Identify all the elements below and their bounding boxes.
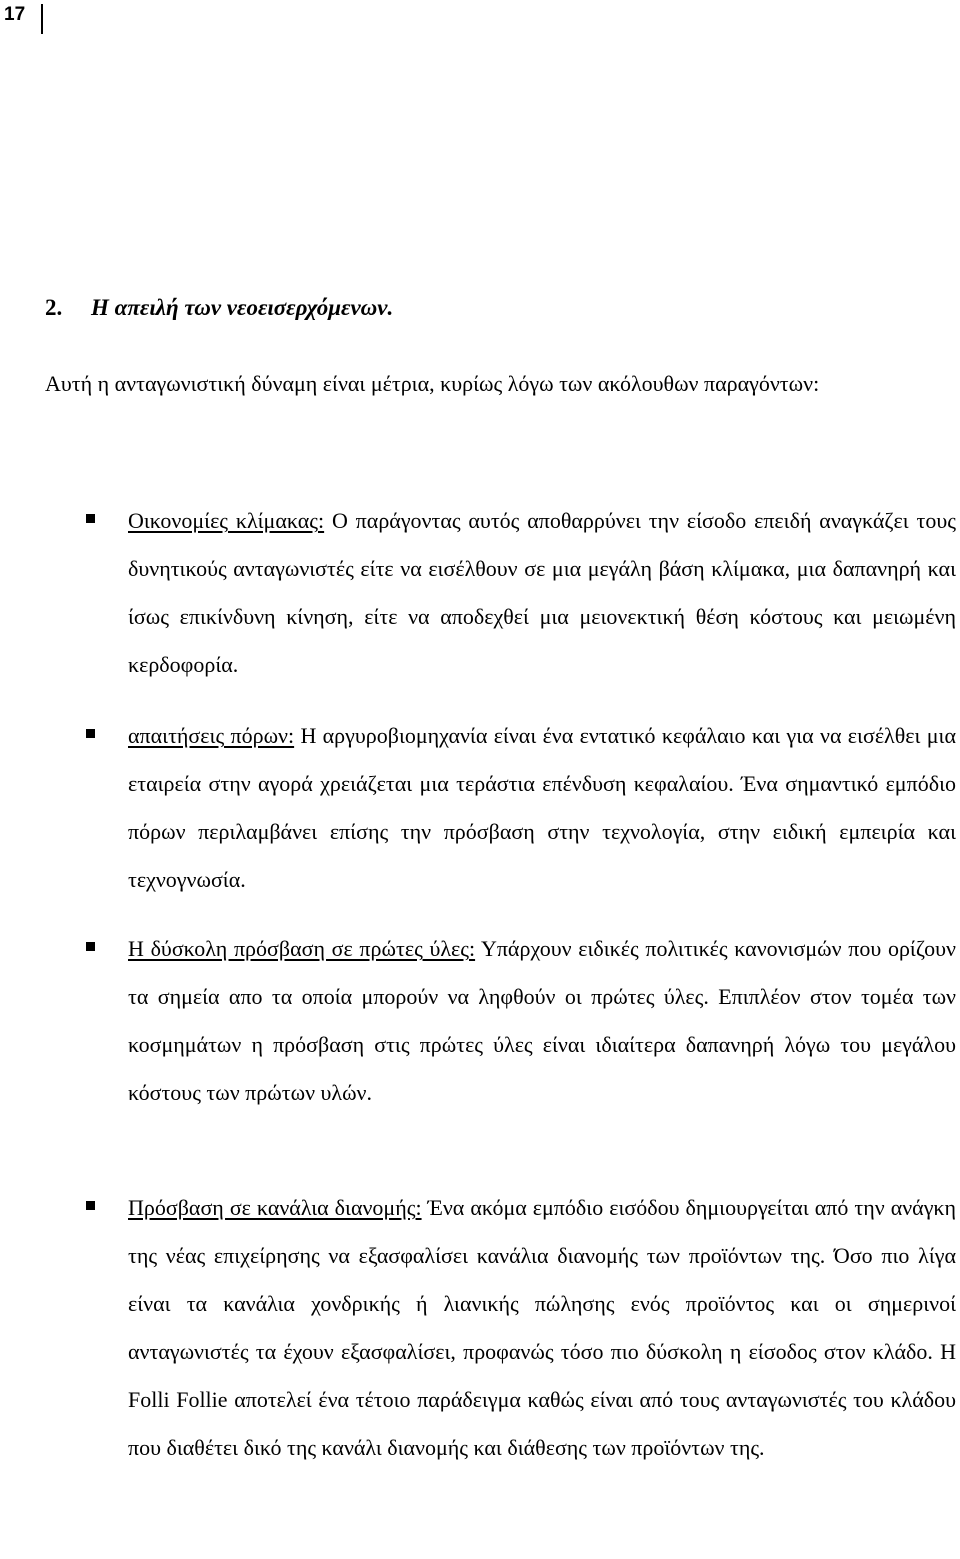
list-item [128,925,956,1117]
square-bullet-icon [86,729,95,738]
square-bullet-icon [86,942,95,951]
list-item-term: Η δύσκολη πρόσβαση σε πρώτες ύλες: [128,936,476,961]
list-item [128,497,956,689]
list-item-term: Οικονομίες κλίμακας: [128,508,325,533]
list-item-term: απαιτήσεις πόρων: [128,723,295,748]
section-number: 2. [45,295,63,320]
section-title: Η απειλή των νεοεισερχόμενων. [91,295,394,320]
list-item-text: Ένα ακόμα εμπόδιο εισόδου δημιουργείται από την ανάγκη της νέας επιχείρησης να εξασφαλίσει κανάλια διανομής των προϊόντων της. Όσο πιο λίγα είναι τα κανάλια χονδρικής ή λιανικής πώλησης ενός προϊόντος και οι σημερινοί ανταγωνιστές τα έχουν εξασφαλίσει, προφανώς τόσο πιο δύσκολη η είσοδος στον κλάδο. Η Folli Follie αποτελεί ένα τέτοιο παράδειγμα καθώς είναι από τους ανταγωνιστές του κλάδου που διαθέτει δικό της κανάλι διανομής και διάθεσης των προϊόντων της. [128,1195,957,1460]
section-heading [45,291,393,325]
list-item [128,1184,956,1472]
list-item-text: Η αργυροβιομηχανία είναι ένα εντατικό κεφάλαιο και για να εισέλθει μια εταιρεία στην αγορά χρειάζεται μια τεράστια επένδυση κεφαλαίου. Ένα σημαντικό εμπόδιο πόρων περιλαμβάνει επίσης την πρόσβαση στην τεχνολογία, στην ειδική εμπειρία και τεχνογνωσία. [128,723,956,892]
page-number-divider [41,4,43,34]
intro-paragraph: Αυτή η ανταγωνιστική δύναμη είναι μέτρια, κυρίως λόγω των ακόλουθων παραγόντων: [45,371,820,396]
square-bullet-icon [86,514,95,523]
list-item-term: Πρόσβαση σε κανάλια διανομής: [128,1195,422,1220]
list-item [128,712,956,904]
page-number: 17 [4,4,26,25]
square-bullet-icon [86,1201,95,1210]
list-item-text: Ο παράγοντας αυτός αποθαρρύνει την είσοδο επειδή αναγκάζει τους δυνητικούς ανταγωνιστές είτε να εισέλθουν σε μια μεγάλη βάση κλίμακα, μια δαπανηρή και ίσως επικίνδυνη κίνηση, είτε να αποδεχθεί μια μειονεκτική θέση κόστους και μειωμένη κερδοφορία. [128,508,956,677]
list-item-text: Υπάρχουν ειδικές πολιτικές κανονισμών που ορίζουν τα σημεία απο τα οποία μπορούν να ληφθούν οι πρώτες ύλες. Επιπλέον στον τομέα των κοσμημάτων η πρόσβαση στις πρώτες ύλες είναι ιδιαίτερα δαπανηρή λόγω του μεγάλου κόστους των πρώτων υλών. [128,936,956,1105]
